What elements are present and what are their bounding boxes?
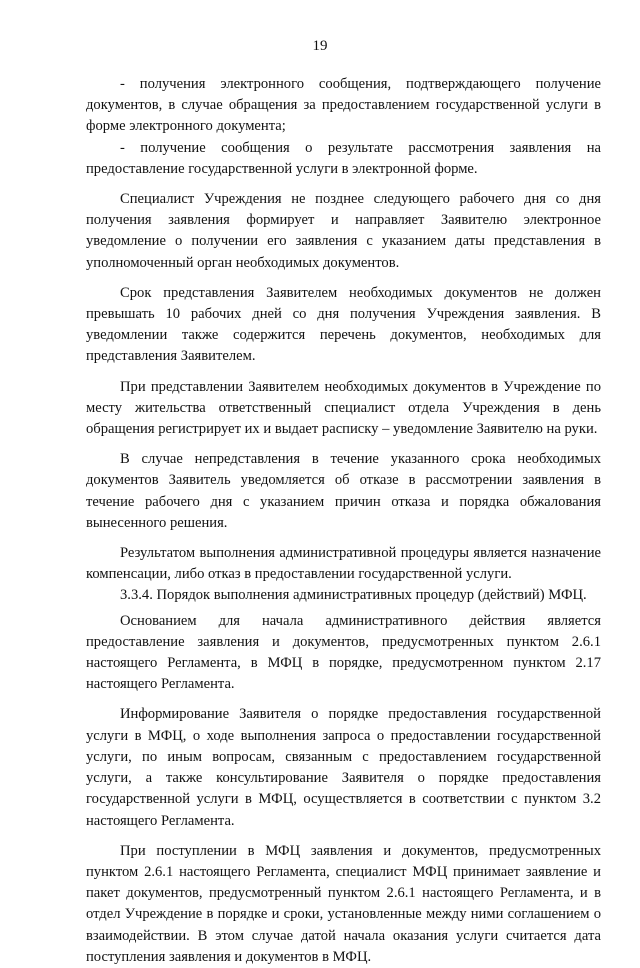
paragraph-submission-deadline: Срок представления Заявителем необходимых документов не должен превышать 10 рабочих дней со дня получения Учреждения заявления. В уведомлении также содержится перечень документов, необходимых для представления Заявителем. <box>86 284 601 365</box>
paragraph-informing-applicant: Информирование Заявителя о порядке предоставления государственной услуги в МФЦ, о ходе выполнения запроса о предоставлении государственной услуги, по иным вопросам, связанным с предоставлением государственной услуги, а также консультирование Заявителя о порядке предоставления государственной услуги в МФЦ, осуществляется в соответствии с пунктом 3.2 настоящего Регламента. <box>86 706 601 829</box>
paragraph-procedure-result: Результатом выполнения административной процедуры является назначение компенсации, либо отказ в предоставлении государственной услуги. <box>86 545 601 583</box>
document-body <box>86 74 601 968</box>
paragraph-bullet-review-result: - получение сообщения о результате рассмотрения заявления на предоставление государственной услуги в электронной форме. <box>86 139 601 177</box>
paragraph-mfc-receipt: При поступлении в МФЦ заявления и документов, предусмотренных пунктом 2.6.1 настоящего Регламента, специалист МФЦ принимает заявление и пакет документов, предусмотренный пунктом 2.6.1 настоящего Регламента, и в отдел Учреждение в порядке и сроки, установленные между ними соглашением о взаимодействии. В этом случае датой начала оказания услуги считается дата поступления заявления и документов в МФЦ. <box>86 842 601 965</box>
paragraph-grounds-for-action: Основанием для начала административного действия является предоставление заявления и документов, предусмотренных пунктом 2.6.1 настоящего Регламента, в МФЦ в порядке, предусмотренном пунктом 2.17 настоящего Регламента. <box>86 612 601 693</box>
paragraph-failure-to-submit: В случае непредставления в течение указанного срока необходимых документов Заявитель уведомляется об отказе в рассмотрении заявления в течение рабочего дня с указанием причин отказа и порядка обжалования вынесенного решения. <box>86 451 601 531</box>
paragraph-bullet-electronic-message: - получения электронного сообщения, подтверждающего получение документов, в случае обращения за предоставлением государственной услуги в форме электронного документа; <box>86 76 601 135</box>
section-heading-3-3-4: 3.3.4. Порядок выполнения административных процедур (действий) МФЦ. <box>120 587 587 604</box>
paragraph-document-registration: При представлении Заявителем необходимых документов в Учреждение по месту жительства ответственный специалист отдела Учреждения в день обращения регистрирует их и выдает расписку – уведомление Заявителю на руки. <box>86 378 601 438</box>
page-number: 19 <box>312 38 328 54</box>
paragraph-specialist-notification: Специалист Учреждения не позднее следующего рабочего дня со дня получения заявления формирует и направляет Заявителю электронное уведомление о получении его заявления с указанием даты представления в уполномоченный орган необходимых документов. <box>86 191 601 271</box>
